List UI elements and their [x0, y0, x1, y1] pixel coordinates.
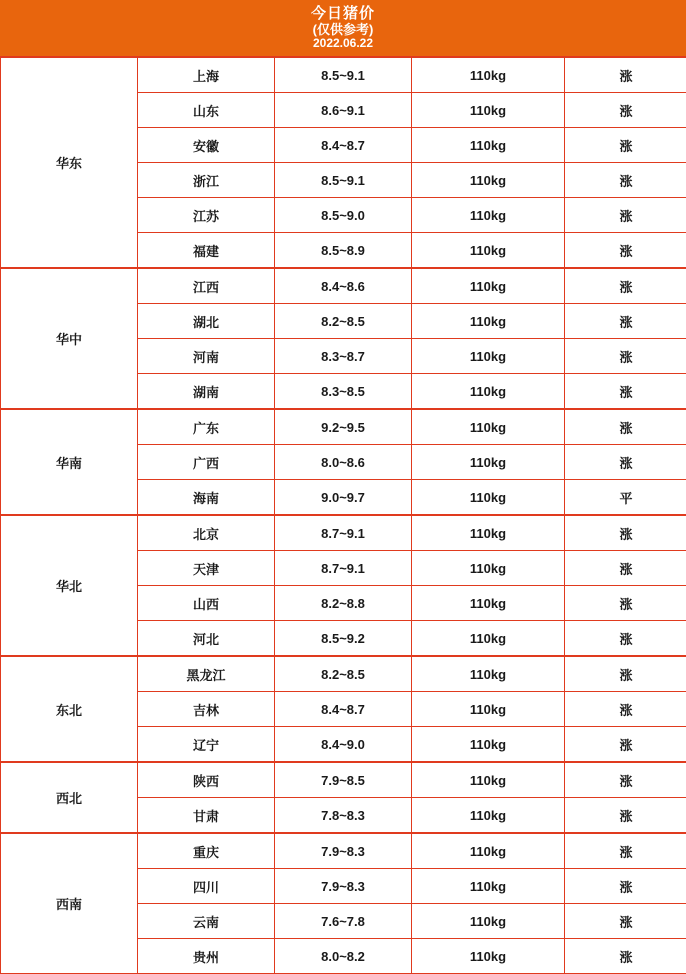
trend-cell: 涨 — [565, 692, 686, 727]
region-cell: 华北 — [1, 515, 138, 656]
price-range-cell: 8.5~9.1 — [275, 57, 412, 93]
trend-cell: 涨 — [565, 904, 686, 939]
trend-cell: 涨 — [565, 163, 686, 198]
weight-cell: 110kg — [412, 409, 565, 445]
weight-cell: 110kg — [412, 727, 565, 763]
weight-cell: 110kg — [412, 939, 565, 974]
weight-cell: 110kg — [412, 656, 565, 692]
price-range-cell: 8.4~8.6 — [275, 268, 412, 304]
trend-cell: 涨 — [565, 798, 686, 834]
province-cell: 陕西 — [138, 762, 275, 798]
weight-cell: 110kg — [412, 198, 565, 233]
trend-cell: 涨 — [565, 762, 686, 798]
weight-cell: 110kg — [412, 304, 565, 339]
table-row — [1, 656, 686, 692]
header-subtitle: (仅供参考) — [313, 23, 374, 37]
trend-cell: 涨 — [565, 57, 686, 93]
price-range-cell: 8.5~9.1 — [275, 163, 412, 198]
price-range-cell: 8.0~8.2 — [275, 939, 412, 974]
province-cell: 山东 — [138, 93, 275, 128]
price-table — [0, 56, 686, 974]
price-range-cell: 8.4~8.7 — [275, 128, 412, 163]
price-range-cell: 7.9~8.3 — [275, 833, 412, 869]
weight-cell: 110kg — [412, 515, 565, 551]
province-cell: 福建 — [138, 233, 275, 269]
table-row — [1, 409, 686, 445]
weight-cell: 110kg — [412, 268, 565, 304]
price-range-cell: 9.2~9.5 — [275, 409, 412, 445]
weight-cell: 110kg — [412, 833, 565, 869]
trend-cell: 涨 — [565, 515, 686, 551]
weight-cell: 110kg — [412, 762, 565, 798]
price-range-cell: 8.5~9.0 — [275, 198, 412, 233]
trend-cell: 涨 — [565, 939, 686, 974]
trend-cell: 涨 — [565, 621, 686, 657]
trend-cell: 平 — [565, 480, 686, 516]
province-cell: 安徽 — [138, 128, 275, 163]
price-range-cell: 7.9~8.5 — [275, 762, 412, 798]
region-cell: 华东 — [1, 57, 138, 268]
table-row — [1, 833, 686, 869]
trend-cell: 涨 — [565, 551, 686, 586]
province-cell: 四川 — [138, 869, 275, 904]
price-range-cell: 8.6~9.1 — [275, 93, 412, 128]
province-cell: 吉林 — [138, 692, 275, 727]
price-range-cell: 7.6~7.8 — [275, 904, 412, 939]
price-range-cell: 8.2~8.5 — [275, 304, 412, 339]
price-range-cell: 8.2~8.5 — [275, 656, 412, 692]
price-range-cell: 8.3~8.5 — [275, 374, 412, 410]
trend-cell: 涨 — [565, 409, 686, 445]
trend-cell: 涨 — [565, 833, 686, 869]
trend-cell: 涨 — [565, 93, 686, 128]
price-range-cell: 8.7~9.1 — [275, 515, 412, 551]
trend-cell: 涨 — [565, 268, 686, 304]
weight-cell: 110kg — [412, 374, 565, 410]
weight-cell: 110kg — [412, 480, 565, 516]
price-range-cell: 8.7~9.1 — [275, 551, 412, 586]
table-row — [1, 57, 686, 93]
province-cell: 山西 — [138, 586, 275, 621]
province-cell: 上海 — [138, 57, 275, 93]
trend-cell: 涨 — [565, 339, 686, 374]
province-cell: 江西 — [138, 268, 275, 304]
province-cell: 浙江 — [138, 163, 275, 198]
trend-cell: 涨 — [565, 374, 686, 410]
sheet-header — [0, 0, 686, 56]
province-cell: 广西 — [138, 445, 275, 480]
table-row — [1, 515, 686, 551]
region-cell: 华中 — [1, 268, 138, 409]
province-cell: 湖南 — [138, 374, 275, 410]
weight-cell: 110kg — [412, 339, 565, 374]
weight-cell: 110kg — [412, 57, 565, 93]
trend-cell: 涨 — [565, 869, 686, 904]
weight-cell: 110kg — [412, 621, 565, 657]
price-range-cell: 8.4~9.0 — [275, 727, 412, 763]
province-cell: 湖北 — [138, 304, 275, 339]
weight-cell: 110kg — [412, 798, 565, 834]
price-range-cell: 8.3~8.7 — [275, 339, 412, 374]
region-cell: 西北 — [1, 762, 138, 833]
table-row — [1, 762, 686, 798]
price-range-cell: 8.2~8.8 — [275, 586, 412, 621]
trend-cell: 涨 — [565, 727, 686, 763]
weight-cell: 110kg — [412, 93, 565, 128]
header-date: 2022.06.22 — [313, 37, 373, 50]
province-cell: 河南 — [138, 339, 275, 374]
weight-cell: 110kg — [412, 233, 565, 269]
price-range-cell: 8.5~8.9 — [275, 233, 412, 269]
header-title: 今日猪价 — [311, 6, 375, 22]
trend-cell: 涨 — [565, 656, 686, 692]
province-cell: 重庆 — [138, 833, 275, 869]
region-cell: 华南 — [1, 409, 138, 515]
province-cell: 江苏 — [138, 198, 275, 233]
price-range-cell: 7.8~8.3 — [275, 798, 412, 834]
trend-cell: 涨 — [565, 445, 686, 480]
region-cell: 东北 — [1, 656, 138, 762]
province-cell: 河北 — [138, 621, 275, 657]
trend-cell: 涨 — [565, 586, 686, 621]
province-cell: 贵州 — [138, 939, 275, 974]
trend-cell: 涨 — [565, 128, 686, 163]
weight-cell: 110kg — [412, 586, 565, 621]
price-range-cell: 7.9~8.3 — [275, 869, 412, 904]
price-range-cell: 8.5~9.2 — [275, 621, 412, 657]
province-cell: 北京 — [138, 515, 275, 551]
trend-cell: 涨 — [565, 304, 686, 339]
province-cell: 黑龙江 — [138, 656, 275, 692]
province-cell: 辽宁 — [138, 727, 275, 763]
weight-cell: 110kg — [412, 869, 565, 904]
table-row — [1, 268, 686, 304]
province-cell: 海南 — [138, 480, 275, 516]
province-cell: 云南 — [138, 904, 275, 939]
price-range-cell: 8.4~8.7 — [275, 692, 412, 727]
trend-cell: 涨 — [565, 233, 686, 269]
weight-cell: 110kg — [412, 551, 565, 586]
price-range-cell: 9.0~9.7 — [275, 480, 412, 516]
trend-cell: 涨 — [565, 198, 686, 233]
province-cell: 天津 — [138, 551, 275, 586]
weight-cell: 110kg — [412, 128, 565, 163]
weight-cell: 110kg — [412, 163, 565, 198]
province-cell: 甘肃 — [138, 798, 275, 834]
region-cell: 西南 — [1, 833, 138, 974]
weight-cell: 110kg — [412, 904, 565, 939]
weight-cell: 110kg — [412, 692, 565, 727]
province-cell: 广东 — [138, 409, 275, 445]
weight-cell: 110kg — [412, 445, 565, 480]
price-range-cell: 8.0~8.6 — [275, 445, 412, 480]
